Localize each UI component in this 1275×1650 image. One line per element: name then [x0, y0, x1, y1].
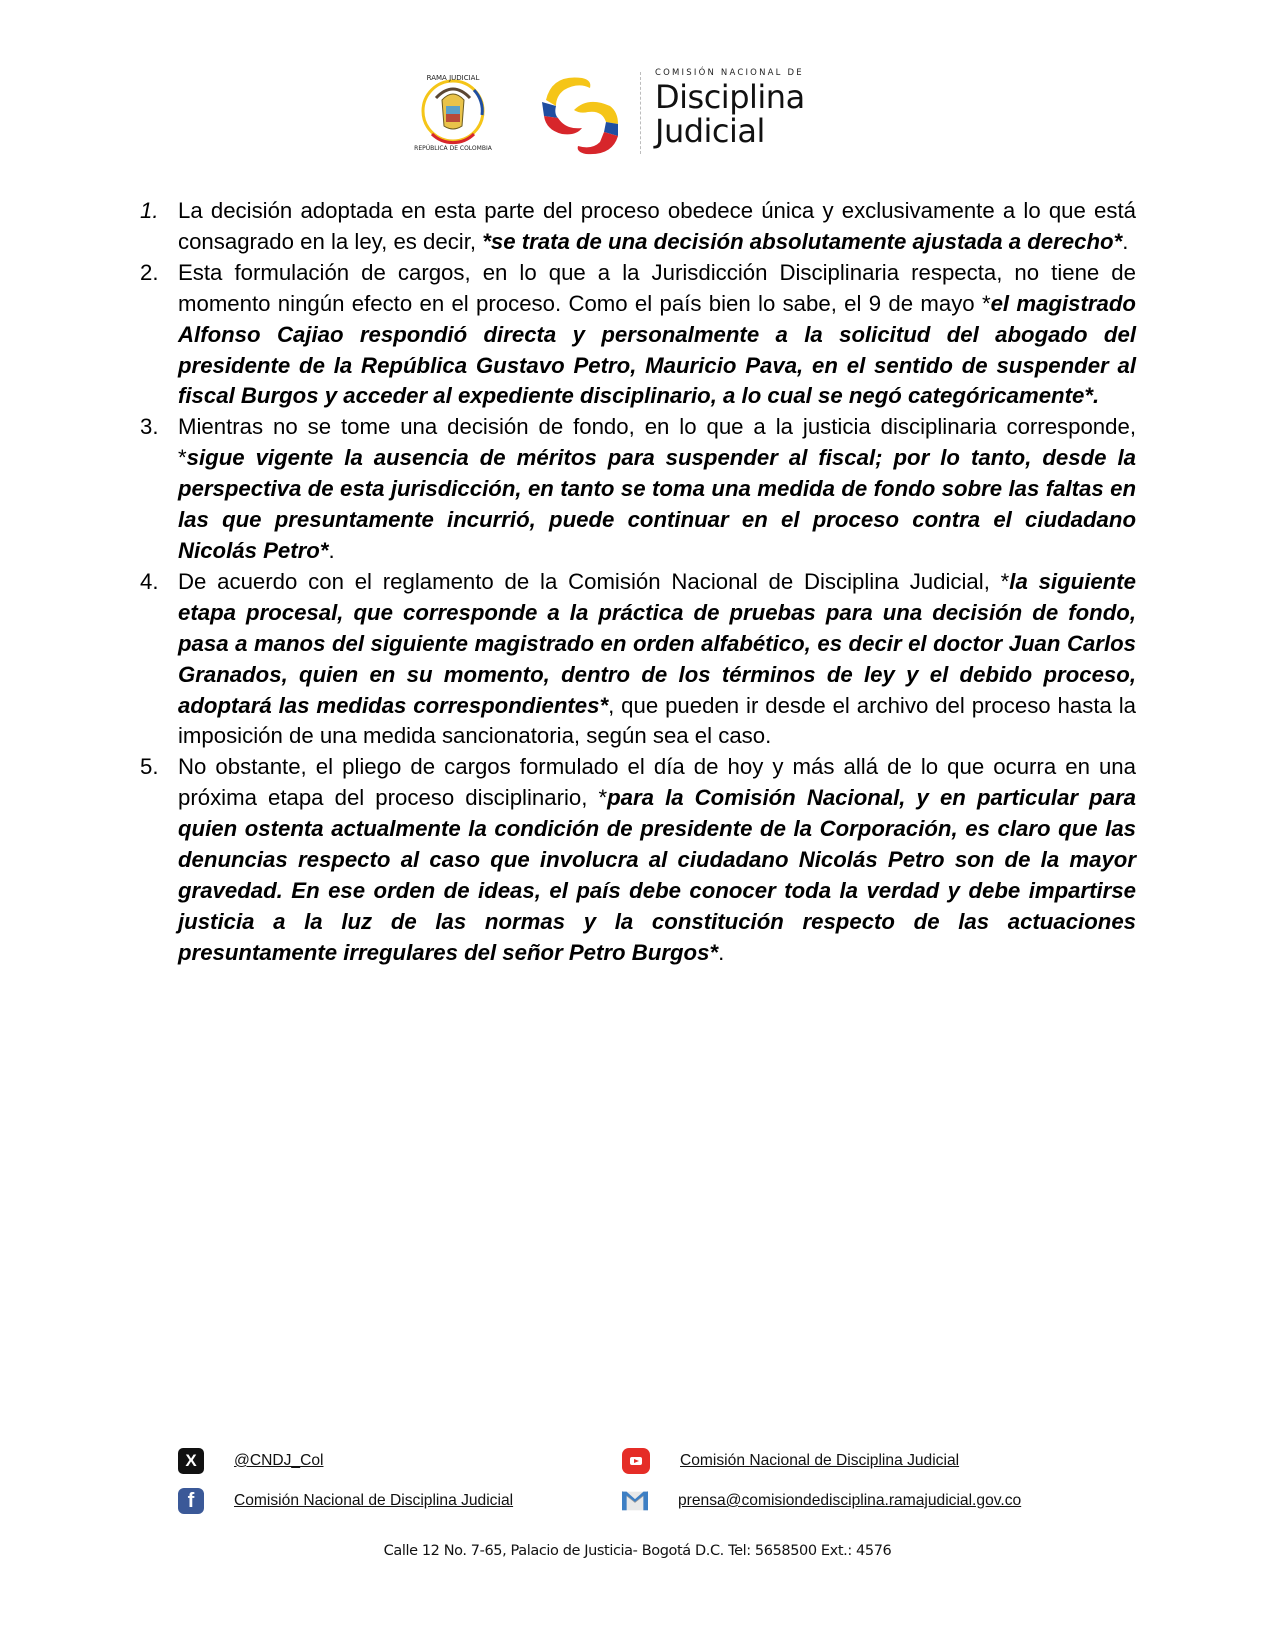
letterhead [0, 0, 1275, 170]
footer-email-row [622, 1488, 1021, 1514]
item-text: . [718, 939, 725, 965]
list-number: 1. [140, 198, 159, 223]
list-item-5 [140, 752, 1136, 968]
item-text: Esta formulación de cargos, en lo que a la Jurisdicción Disciplinaria respecta, no tiene de momento ningún efecto en el proceso. Como el país bien lo sabe, el 9 de mayo * [178, 259, 1136, 316]
facebook-link[interactable]: Comisión Nacional de Disciplina Judicial [234, 1492, 514, 1509]
postal-address: Calle 12 No. 7-65, Palacio de Justicia- Bogotá D.C. Tel: 5658500 Ext.: 4576 [383, 1543, 892, 1559]
brand-subtitle: COMISIÓN NACIONAL DE [655, 68, 804, 78]
cndj-wordmark [655, 68, 805, 148]
item-text: , que pueden ir desde el archivo del proceso hasta la imposición de una medida sancionatoria, según sea el caso. [178, 692, 1136, 749]
list-item-1 [140, 196, 1136, 258]
youtube-icon[interactable] [622, 1448, 650, 1474]
item-emphasis: para la Comisión Nacional, y en particular para quien ostenta actualmente la condición de presidente de la Corporación, es claro que las denuncias respecto al caso que involucra al ciudadano Nicolás Petro son de la mayor gravedad. En ese orden de ideas, el país debe conocer toda la verdad y debe impartirse justicia a la luz de las normas y la constitución respecto de las actuaciones presuntamente irregulares del señor Petro Burgos* [178, 785, 1137, 965]
item-text: . [1122, 228, 1129, 254]
cndj-swirl-logo-icon [538, 70, 624, 158]
list-number: 2. [140, 259, 159, 285]
brand-title-line1: Disciplina [655, 78, 805, 116]
facebook-icon[interactable]: f [178, 1488, 204, 1514]
x-icon[interactable]: X [178, 1448, 204, 1474]
svg-text:RAMA JUDICIAL: RAMA JUDICIAL [426, 74, 480, 82]
item-emphasis: la siguiente etapa procesal, que corresponde a la práctica de pruebas para una decisión de fondo, pasa a manos del siguiente magistrado en orden alfabético, es decir el doctor Juan Carlos Granados, quien en su momento, dentro de los términos de ley y el debido proceso, adoptará las medidas correspondientes* [178, 568, 1136, 718]
numbered-statement-list [140, 196, 1136, 969]
mail-icon[interactable] [622, 1488, 648, 1514]
footer-x-row [178, 1448, 323, 1474]
item-emphasis: el magistrado Alfonso Cajiao respondió directa y personalmente a la solicitud del abogado del presidente de la República Gustavo Petro, Mauricio Pava, en el sentido de suspender al fiscal Burgos y acceder al expediente disciplinario, a lo cual se negó categóricamente*. [178, 290, 1136, 409]
svg-text:REPÚBLICA DE COLOMBIA: REPÚBLICA DE COLOMBIA [414, 145, 492, 152]
footer-youtube-row [622, 1448, 959, 1474]
item-emphasis: sigue vigente la ausencia de méritos para suspender al fiscal; por lo tanto, desde la perspectiva de esta jurisdicción, en tanto se toma una medida de fondo sobre las faltas en las que presuntamente incurrió, puede continuar en el proceso contra el ciudadano Nicolás Petro* [178, 445, 1136, 563]
item-emphasis: *se trata de una decisión absolutamente ajustada a derecho* [482, 228, 1123, 254]
play-glyph [630, 1457, 642, 1465]
x-handle-link[interactable]: @CNDJ_Col [234, 1452, 324, 1469]
youtube-link[interactable]: Comisión Nacional de Disciplina Judicial [680, 1452, 960, 1469]
list-item-2 [140, 258, 1136, 413]
list-number: 4. [140, 568, 159, 594]
rama-judicial-seal-icon [412, 70, 494, 152]
brand-title-line2: Judicial [655, 112, 765, 150]
item-text: La decisión adoptada en esta parte del proceso obedece única y exclusivamente a lo que está consagrado en la ley, es decir, [178, 198, 1136, 254]
envelope-icon [622, 1491, 648, 1511]
item-text: No obstante, el pliego de cargos formulado el día de hoy y más allá de lo que ocurra en una próxima etapa del proceso disciplinario, * [178, 754, 1136, 811]
item-text: Mientras no se tome una decisión de fondo, en lo que a la justicia disciplinaria corresponde, * [178, 414, 1136, 471]
logo-divider [640, 72, 641, 154]
list-item-3 [140, 412, 1136, 567]
item-text: De acuerdo con el reglamento de la Comisión Nacional de Disciplina Judicial, * [178, 568, 1010, 594]
list-item-4 [140, 567, 1136, 752]
list-number: 5. [140, 754, 159, 780]
item-text: . [328, 537, 335, 563]
list-number: 3. [140, 414, 159, 440]
email-link[interactable]: prensa@comisiondedisciplina.ramajudicial.gov.co [678, 1492, 1022, 1509]
footer-facebook-row [178, 1488, 513, 1514]
